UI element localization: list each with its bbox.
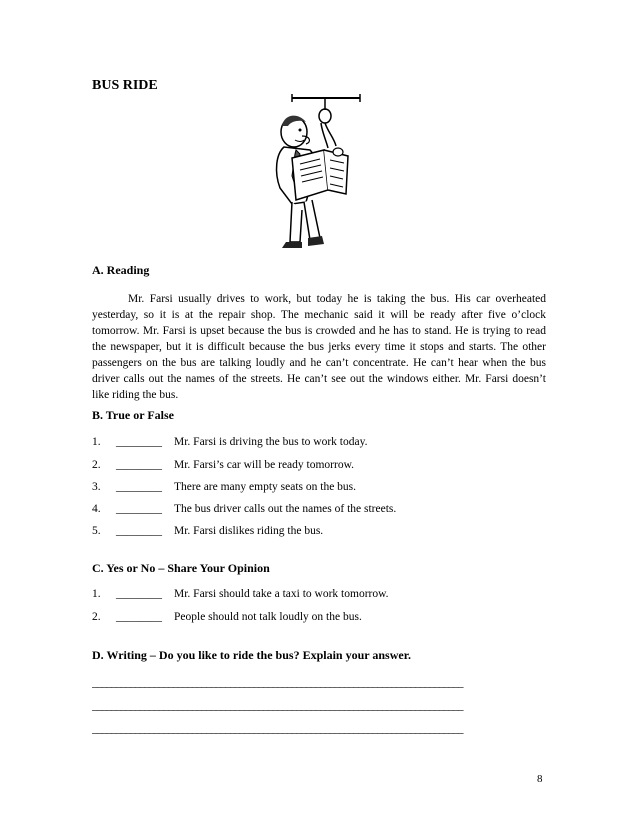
answer-blank[interactable]: ________: [116, 503, 162, 515]
yes-no-item: [92, 611, 362, 623]
item-number: 2.: [92, 611, 101, 623]
section-a-heading: A. Reading: [92, 263, 150, 277]
item-statement: Mr. Farsi dislikes riding the bus.: [174, 525, 324, 537]
answer-blank[interactable]: ________: [116, 525, 162, 537]
writing-line[interactable]: ______________________________________________________________________________: [92, 700, 463, 712]
section-b-heading: B. True or False: [92, 408, 174, 422]
item-number: 5.: [92, 525, 101, 537]
answer-blank[interactable]: ________: [116, 611, 162, 623]
item-statement: Mr. Farsi should take a taxi to work tomorrow.: [174, 588, 389, 600]
item-number: 1.: [92, 588, 101, 600]
section-d-heading: D. Writing – Do you like to ride the bus? Explain your answer.: [92, 648, 411, 662]
item-number: 3.: [92, 481, 101, 493]
item-number: 2.: [92, 459, 101, 471]
item-number: 4.: [92, 503, 101, 515]
answer-blank[interactable]: ________: [116, 481, 162, 493]
item-number: 1.: [92, 436, 101, 448]
yes-no-item: [92, 588, 389, 600]
item-statement: People should not talk loudly on the bus.: [174, 611, 362, 623]
answer-blank[interactable]: ________: [116, 588, 162, 600]
page-number: 8: [537, 773, 543, 785]
true-false-item: [92, 436, 367, 448]
true-false-item: [92, 459, 354, 471]
reading-paragraph-text: Mr. Farsi usually drives to work, but today he is taking the bus. His car overheated yesterday, so it is at the repair shop. The mechanic said it will be ready after five o’clock tomorrow. Mr. Farsi is upset because the bus is crowded and he has to stand. He is trying to read the newspaper, but it is difficult because the bus jerks every time it stops and starts. The other passengers on the bus are talking loudly and he can’t concentrate. He can’t hear when the bus driver calls out the names of the streets. He can’t see out the windows either. Mr. Farsi doesn’t like riding the bus.: [92, 293, 546, 401]
section-c-heading: C. Yes or No – Share Your Opinion: [92, 561, 270, 575]
reading-paragraph: [92, 291, 546, 403]
item-statement: There are many empty seats on the bus.: [174, 481, 357, 493]
item-statement: The bus driver calls out the names of the streets.: [174, 503, 397, 515]
man-reading-newspaper-illustration: [262, 92, 372, 258]
item-statement: Mr. Farsi is driving the bus to work today.: [174, 436, 368, 448]
writing-line[interactable]: ______________________________________________________________________________: [92, 677, 463, 689]
page-title: BUS RIDE: [92, 78, 158, 93]
true-false-item: [92, 481, 356, 493]
answer-blank[interactable]: ________: [116, 436, 162, 448]
true-false-item: [92, 525, 323, 537]
true-false-item: [92, 503, 396, 515]
answer-blank[interactable]: ________: [116, 459, 162, 471]
writing-line[interactable]: ______________________________________________________________________________: [92, 723, 463, 735]
item-statement: Mr. Farsi’s car will be ready tomorrow.: [174, 459, 355, 471]
